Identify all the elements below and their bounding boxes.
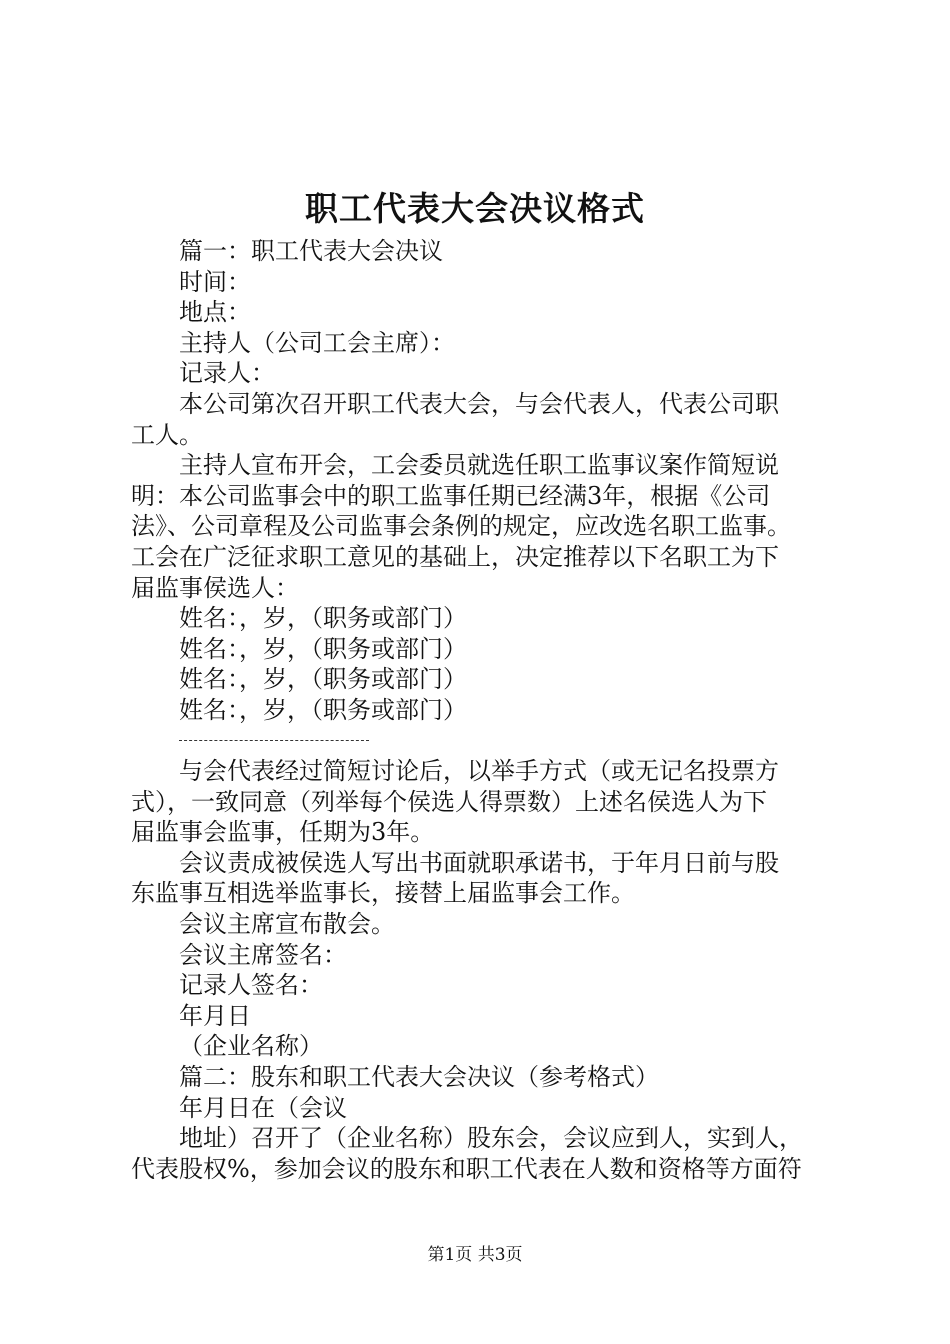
page-footer: 第1页 共3页 [427, 1245, 523, 1265]
paragraph-line: 届监事会监事，任期为3年。 [131, 818, 435, 847]
candidate-line: 姓名：，岁，（职务或部门） [179, 665, 467, 694]
paragraph-line: 东监事互相选举监事长，接替上届监事会工作。 [131, 879, 635, 908]
candidate-line: 姓名：，岁，（职务或部门） [179, 695, 467, 724]
paragraph-line: 明：本公司监事会中的职工监事任期已经满3年，根据《公司 [131, 481, 771, 510]
paragraph-line: 届监事侯选人： [131, 573, 299, 602]
field-time: 时间： [179, 267, 251, 296]
field-host: 主持人（公司工会主席）： [179, 328, 455, 357]
paragraph-line: 工会在广泛征求职工意见的基础上，决定推荐以下名职工为下 [131, 542, 779, 571]
field-recorder: 记录人： [179, 359, 275, 388]
paragraph-line: 年月日在（会议 [179, 1093, 347, 1122]
candidate-line: 姓名：，岁，（职务或部门） [179, 634, 467, 663]
document-body [131, 236, 831, 1184]
document-title: 职工代表大会决议格式 [305, 189, 645, 228]
paragraph-line: 法》、公司章程及公司监事会条例的规定，应改选名职工监事。 [131, 512, 791, 541]
paragraph-line: 主持人宣布开会，工会委员就选任职工监事议案作简短说 [179, 451, 779, 480]
candidate-line: 姓名：，岁，（职务或部门） [179, 604, 467, 633]
date-line: 年月日 [179, 1001, 251, 1030]
field-location: 地点： [179, 298, 251, 327]
company-name-line: （企业名称） [179, 1032, 323, 1061]
section-heading-1: 篇一：职工代表大会决议 [179, 237, 443, 265]
dashed-separator [131, 726, 831, 757]
paragraph-line: 与会代表经过简短讨论后，以举手方式（或无记名投票方 [179, 757, 779, 786]
signature-chair: 会议主席签名： [179, 940, 347, 969]
paragraph-line: 代表股权%，参加会议的股东和职工代表在人数和资格等方面符 [131, 1154, 802, 1183]
paragraph-line: 会议主席宣布散会。 [179, 910, 395, 939]
paragraph-line: 会议责成被侯选人写出书面就职承诺书，于年月日前与股 [179, 848, 779, 877]
paragraph-line: 本公司第次召开职工代表大会，与会代表人，代表公司职 [179, 389, 779, 418]
section-heading-2: 篇二：股东和职工代表大会决议（参考格式） [179, 1063, 659, 1092]
paragraph-line: 地址）召开了（企业名称）股东会，会议应到人，实到人， [179, 1124, 803, 1153]
paragraph-line: 式），一致同意（列举每个侯选人得票数）上述名侯选人为下 [131, 787, 767, 816]
paragraph-line: 工人。 [131, 420, 203, 449]
signature-recorder: 记录人签名： [179, 971, 323, 1000]
